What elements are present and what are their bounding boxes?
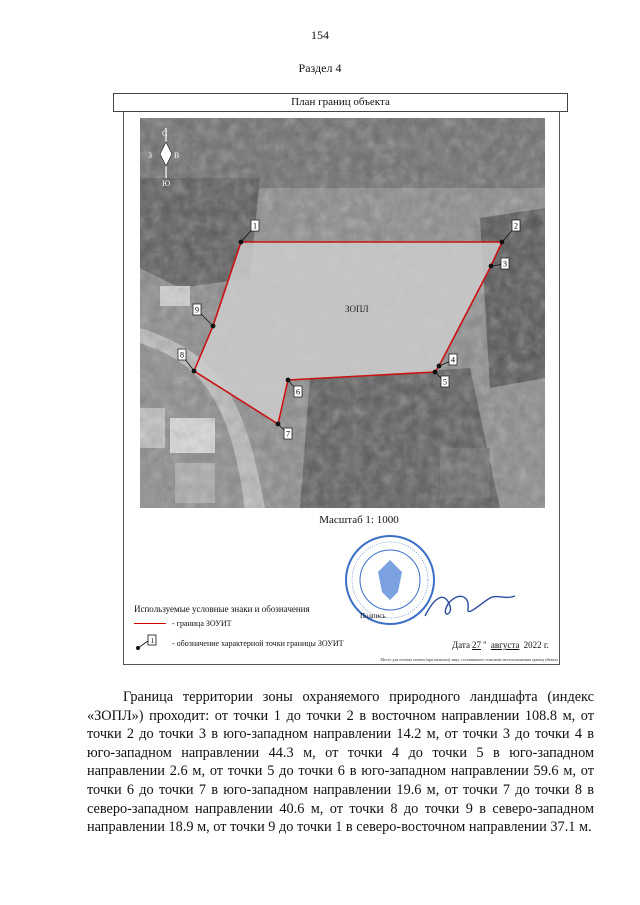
point-label-7: 7	[286, 429, 290, 439]
date-year: 2022	[523, 640, 542, 650]
plan-title: План границ объекта	[113, 93, 568, 112]
date-month: августа	[490, 640, 520, 650]
compass-south: Ю	[162, 179, 171, 188]
point-label-6: 6	[296, 387, 300, 397]
point-label-3: 3	[503, 259, 507, 269]
point-label-2: 2	[514, 221, 518, 231]
compass-east: В	[174, 151, 180, 160]
signature-label: Подпись	[360, 612, 386, 620]
point-label-5: 5	[443, 377, 447, 387]
section-heading: Раздел 4	[298, 61, 342, 75]
page-number: 154	[311, 28, 329, 42]
date-day: 27	[471, 640, 481, 650]
point-label-4: 4	[451, 355, 455, 365]
aerial-photo	[140, 118, 545, 508]
stamp-footnote: Место для оттиска печати (при наличии) лица, составившего описание местоположения границ объекта	[380, 657, 558, 662]
legend-point-text: - обозначение характерной точки границы ЗОУИТ	[172, 638, 344, 648]
point-marker-icon	[134, 634, 166, 652]
boundary-line-icon	[134, 623, 166, 624]
legend-row-boundary	[134, 619, 232, 628]
date-suffix: г.	[543, 640, 549, 650]
point-label-8: 8	[180, 350, 184, 360]
legend-point-sample: 1	[150, 637, 154, 645]
legend-row-point	[134, 634, 344, 652]
aerial-map-svg	[140, 118, 545, 508]
legend-boundary-text: - граница ЗОУИТ	[172, 619, 232, 628]
point-label-1: 1	[253, 221, 257, 231]
date-line: Дата 27 " августа 2022 г.	[452, 640, 549, 650]
date-label: Дата	[452, 640, 470, 650]
handwritten-signature-icon	[420, 586, 520, 626]
compass-north: С	[162, 129, 168, 138]
boundary-description: Граница территории зоны охраняемого природного ландшафта (индекс «ЗОПЛ») проходит: от точки 1 до точки 2 в восточном направлении 108.8 м, от точки 2 до точки 3 в юго-западном направлении 14.2 м, от точки 3 до точки 4 в юго-западном направлении 44.3 м, от точки 4 до точки 5 в юго-западном направлении 2.6 м, от точки 5 до точки 6 в юго-западном направлении 59.6 м, от точки 6 до точки 7 в юго-западном направлении 19.6 м, от точки 7 до точки 8 в северо-западном направлении 40.6 м, от точки 8 до точки 9 в северо-западном направлении 18.9 м, от точки 9 до точки 1 в северо-восточном направлении 37.1 м.	[87, 689, 594, 836]
legend-title: Используемые условные знаки и обозначения	[134, 604, 310, 614]
compass-west: З	[148, 151, 153, 160]
point-label-9: 9	[195, 305, 199, 315]
map-scale: Масштаб 1: 1000	[319, 514, 399, 526]
zone-label: ЗОПЛ	[345, 304, 369, 314]
